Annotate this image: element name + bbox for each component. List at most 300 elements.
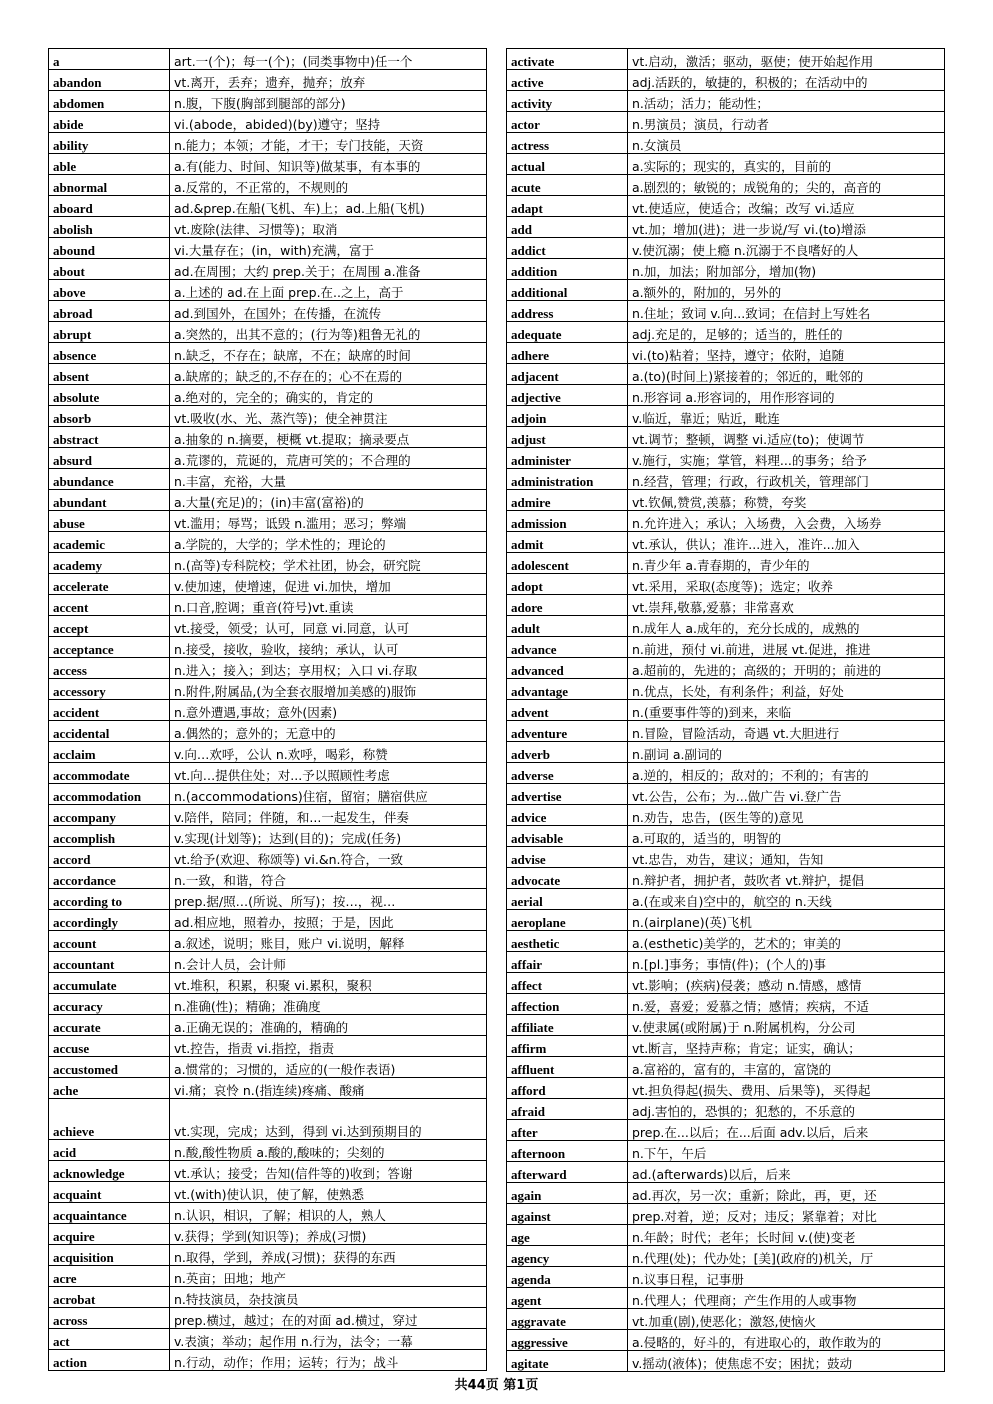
vocab-definition: vt.承认，供认；准许...进入，准许...加入 [628,532,945,553]
vocab-word: after [507,1120,628,1141]
vocab-word: accident [49,700,170,721]
vocab-definition: a.额外的，附加的，另外的 [628,280,945,301]
vocab-row [49,868,487,889]
vocab-definition: ad.再次，另一次；重新；除此，再，更，还 [628,1183,945,1204]
vocab-row [49,553,487,574]
vocab-word: achieve [49,1099,170,1140]
vocab-row [49,175,487,196]
vocab-word: accidental [49,721,170,742]
vocab-word: aerial [507,889,628,910]
vocab-word: afternoon [507,1141,628,1162]
vocab-word: adjust [507,427,628,448]
vocab-row [49,1329,487,1350]
vocab-row [507,952,945,973]
vocab-row [49,931,487,952]
vocab-definition: a.抽象的 n.摘要，梗概 vt.提取；摘录要点 [170,427,487,448]
vocab-definition: a.缺席的；缺乏的,不存在的；心不在焉的 [170,364,487,385]
vocab-definition: a.侵略的，好斗的，有进取心的，敢作敢为的 [628,1330,945,1351]
vocab-definition: n.能力；本领；才能，才干；专门技能，天资 [170,133,487,154]
vocab-word: accurate [49,1015,170,1036]
vocab-definition: n.特技演员，杂技演员 [170,1287,487,1308]
vocab-definition: n.附件,附属品,(为全套衣服增加美感的)服饰 [170,679,487,700]
vocab-row [507,1204,945,1225]
vocab-word: addition [507,259,628,280]
vocab-word: advertise [507,784,628,805]
vocab-definition: v.表演；举动；起作用 n.行为，法令；一幕 [170,1329,487,1350]
vocab-word: absolute [49,385,170,406]
vocab-word: above [49,280,170,301]
vocab-row [49,532,487,553]
vocab-definition: vt.承认；接受；告知(信件等的)收到；答谢 [170,1161,487,1182]
vocab-definition: n.(accommodations)住宿，留宿；膳宿供应 [170,784,487,805]
vocab-definition: art.一(个)；每一(个)；(同类事物中)任一个 [170,49,487,70]
vocab-word: affection [507,994,628,1015]
vocab-row [49,1078,487,1099]
vocab-row [507,1309,945,1330]
vocab-row [49,511,487,532]
vocab-definition: a.正确无误的；准确的，精确的 [170,1015,487,1036]
vocab-row [49,406,487,427]
vocab-definition: vt.接受，领受；认可，同意 vi.同意，认可 [170,616,487,637]
vocab-definition: prep.横过，越过；在的对面 ad.横过，穿过 [170,1308,487,1329]
vocab-word: account [49,931,170,952]
vocab-word: adopt [507,574,628,595]
vocab-row [49,1140,487,1161]
vocab-row [49,280,487,301]
vocab-word: abound [49,238,170,259]
vocab-definition: n.女演员 [628,133,945,154]
vocab-word: aggravate [507,1309,628,1330]
vocab-definition: n.一致，和谐，符合 [170,868,487,889]
vocab-definition: n.代理人；代理商；产生作用的人或事物 [628,1288,945,1309]
vocab-row [49,1099,487,1140]
vocab-definition: n.认识，相识，了解；相识的人，熟人 [170,1203,487,1224]
vocab-row [507,679,945,700]
vocab-row [507,1288,945,1309]
vocab-definition: n.下午，午后 [628,1141,945,1162]
vocab-definition: n.副词 a.副词的 [628,742,945,763]
vocab-row [49,1015,487,1036]
vocab-row [507,154,945,175]
vocab-row [49,742,487,763]
vocab-word: absorb [49,406,170,427]
vocab-row [49,133,487,154]
vocab-word: again [507,1183,628,1204]
vocab-row [49,322,487,343]
vocab-word: acquisition [49,1245,170,1266]
vocab-definition: vt.滥用；辱骂；诋毁 n.滥用；恶习；弊端 [170,511,487,532]
vocab-word: accept [49,616,170,637]
vocab-word: acquaintance [49,1203,170,1224]
vocab-definition: a.反常的，不正常的，不规则的 [170,175,487,196]
vocab-definition: a.可取的，适当的，明智的 [628,826,945,847]
vocab-word: aboard [49,196,170,217]
vocab-definition: vt.离开，丢弃；遗弃，抛弃；放弃 [170,70,487,91]
vocab-row [507,406,945,427]
vocab-definition: a.学院的，大学的；学术性的；理论的 [170,532,487,553]
vocab-word: abrupt [49,322,170,343]
vocab-word: accelerate [49,574,170,595]
vocab-row [507,1036,945,1057]
vocab-row [507,322,945,343]
vocab-definition: v.临近，靠近；贴近，毗连 [628,406,945,427]
vocab-row [49,616,487,637]
vocab-word: acute [507,175,628,196]
vocab-definition: prep.对着，逆；反对；违反；紧靠着；对比 [628,1204,945,1225]
vocab-row [507,1162,945,1183]
vocab-row [49,784,487,805]
vocab-definition: a.上述的 ad.在上面 prep.在..之上，高于 [170,280,487,301]
vocab-row [49,1057,487,1078]
vocab-word: abandon [49,70,170,91]
vocab-word: about [49,259,170,280]
vocab-row [49,1350,487,1371]
vocab-definition: n.缺乏，不存在；缺席，不在；缺席的时间 [170,343,487,364]
vocab-definition: v.实现(计划等)；达到(目的)；完成(任务) [170,826,487,847]
vocab-row [49,385,487,406]
vocab-definition: a.富裕的，富有的，丰富的，富饶的 [628,1057,945,1078]
vocab-definition: a.有(能力、时间、知识等)做某事，有本事的 [170,154,487,175]
vocab-row [507,385,945,406]
vocab-definition: v.获得；学到(知识等)；养成(习惯) [170,1224,487,1245]
vocab-definition: a.偶然的；意外的；无意中的 [170,721,487,742]
vocab-row [49,469,487,490]
vocab-row [49,826,487,847]
vocab-definition: ad.(afterwards)以后，后来 [628,1162,945,1183]
vocab-word: additional [507,280,628,301]
vocab-definition: prep.在...以后；在...后面 adv.以后，后来 [628,1120,945,1141]
vocab-word: accountant [49,952,170,973]
vocab-definition: vt.实现，完成；达到，得到 vi.达到预期目的 [170,1099,487,1140]
vocab-definition: n.取得，学到，养成(习惯)；获得的东西 [170,1245,487,1266]
vocab-word: adverb [507,742,628,763]
vocab-definition: vi.大量存在；(in，with)充满，富于 [170,238,487,259]
vocab-word: accuracy [49,994,170,1015]
vocab-definition: vt.吸收(水、光、蒸汽等)；使全神贯注 [170,406,487,427]
vocab-definition: vt.加；增加(进)；进一步说/写 vi.(to)增添 [628,217,945,238]
vocab-row [507,847,945,868]
vocab-word: abide [49,112,170,133]
vocab-word: accustomed [49,1057,170,1078]
vocab-word: accomplish [49,826,170,847]
vocab-definition: vt.忠告，劝告，建议；通知，告知 [628,847,945,868]
vocab-row [507,301,945,322]
vocab-word: agent [507,1288,628,1309]
vocab-word: acid [49,1140,170,1161]
vocab-row [507,112,945,133]
vocab-table-left [48,48,487,1371]
vocab-word: age [507,1225,628,1246]
vocab-row [507,973,945,994]
vocab-definition: adj.充足的，足够的；适当的，胜任的 [628,322,945,343]
vocab-definition: vt.(with)使认识，使了解，使熟悉 [170,1182,487,1203]
vocab-word: abolish [49,217,170,238]
vocab-row [507,1078,945,1099]
vocab-word: accord [49,847,170,868]
vocab-word: agitate [507,1351,628,1372]
vocab-definition: ad.&prep.在船(飞机、车)上；ad.上船(飞机) [170,196,487,217]
vocab-definition: vt.废除(法律、习惯等)；取消 [170,217,487,238]
vocab-definition: n.优点，长处，有利条件；利益，好处 [628,679,945,700]
vocab-row [507,637,945,658]
vocab-row [507,784,945,805]
vocab-word: accessory [49,679,170,700]
vocab-row [49,112,487,133]
vocab-word: affair [507,952,628,973]
vocab-row [507,1225,945,1246]
vocab-word: a [49,49,170,70]
vocab-word: admission [507,511,628,532]
vocab-row [49,973,487,994]
vocab-definition: n.进入；接入；到达；享用权；入口 vi.存取 [170,658,487,679]
vocab-definition: n.劝告，忠告，(医生等的)意见 [628,805,945,826]
vocab-row [49,154,487,175]
vocab-definition: vt.影响；(疾病)侵袭；感动 n.情感，感情 [628,973,945,994]
vocab-definition: n.丰富，充裕，大量 [170,469,487,490]
vocab-row [507,448,945,469]
vocab-row [49,847,487,868]
vocab-definition: n.青少年 a.青春期的，青少年的 [628,553,945,574]
vocab-word: aggressive [507,1330,628,1351]
vocab-word: acrobat [49,1287,170,1308]
vocab-row [49,1266,487,1287]
vocab-row [507,532,945,553]
vocab-row [507,196,945,217]
vocab-row [507,1330,945,1351]
vocab-word: afterward [507,1162,628,1183]
vocab-definition: a.(esthetic)美学的，艺术的；审美的 [628,931,945,952]
vocab-definition: vt.堆积，积累，积聚 vi.累积，聚积 [170,973,487,994]
vocab-row [507,133,945,154]
vocab-word: advantage [507,679,628,700]
vocab-definition: n.加，加法；附加部分，增加(物) [628,259,945,280]
vocab-definition: n.前进，预付 vi.前进，进展 vt.促进，推进 [628,637,945,658]
vocab-row [49,217,487,238]
vocab-row [49,889,487,910]
vocab-word: address [507,301,628,322]
vocab-definition: a.(to)(时间上)紧接着的；邻近的，毗邻的 [628,364,945,385]
vocab-word: actor [507,112,628,133]
vocab-word: adapt [507,196,628,217]
vocab-definition: vt.崇拜,敬慕,爱慕；非常喜欢 [628,595,945,616]
vocab-definition: ad.到国外，在国外；在传播，在流传 [170,301,487,322]
vocab-definition: vt.担负得起(损失、费用、后果等)，买得起 [628,1078,945,1099]
vocab-definition: n.(高等)专科院校；学术社团，协会，研究院 [170,553,487,574]
vocab-word: acceptance [49,637,170,658]
vocab-word: across [49,1308,170,1329]
vocab-row [507,805,945,826]
vocab-definition: n.行动，动作；作用；运转；行为；战斗 [170,1350,487,1371]
vocab-row [507,175,945,196]
vocab-word: actress [507,133,628,154]
vocab-definition: n.年龄；时代；老年；长时间 v.(使)变老 [628,1225,945,1246]
vocab-row [507,574,945,595]
vocab-word: accent [49,595,170,616]
vocab-definition: n.冒险，冒险活动，奇遇 vt.大胆进行 [628,721,945,742]
vocab-row [49,805,487,826]
vocab-word: administer [507,448,628,469]
vocab-word: adverse [507,763,628,784]
vocab-row [507,1183,945,1204]
vocab-row [49,658,487,679]
vocab-row [507,553,945,574]
vocab-row [507,700,945,721]
vocab-word: abnormal [49,175,170,196]
vocab-row [49,574,487,595]
vocab-row [49,1224,487,1245]
vocab-row [507,1267,945,1288]
page-footer: 共44页 第1页 [454,1378,539,1393]
vocab-word: admire [507,490,628,511]
vocab-row [49,1308,487,1329]
vocab-row [507,49,945,70]
vocab-row [507,364,945,385]
vocab-word: activity [507,91,628,112]
vocab-word: active [507,70,628,91]
vocab-row [507,889,945,910]
vocab-word: acre [49,1266,170,1287]
vocab-definition: n.(airplane)(英)飞机 [628,910,945,931]
vocab-word: acquaint [49,1182,170,1203]
vocab-row [49,70,487,91]
vocab-row [507,931,945,952]
vocab-row [49,679,487,700]
vocab-word: accordingly [49,910,170,931]
vocab-row [507,469,945,490]
vocab-table-right [506,48,945,1372]
vocab-definition: ad.相应地，照着办，按照；于是，因此 [170,910,487,931]
vocab-word: absent [49,364,170,385]
vocab-word: aesthetic [507,931,628,952]
vocab-definition: a.荒谬的，荒诞的，荒唐可笑的；不合理的 [170,448,487,469]
vocab-definition: a.叙述，说明；账目，账户 vi.说明，解释 [170,931,487,952]
vocab-row [507,994,945,1015]
vocab-definition: n.腹，下腹(胸部到腿部的部分) [170,91,487,112]
vocab-word: adequate [507,322,628,343]
vocab-definition: a.(在或来自)空中的，航空的 n.天线 [628,889,945,910]
vocab-definition: ad.在周围；大约 prep.关于；在周围 a.准备 [170,259,487,280]
vocab-word: advisable [507,826,628,847]
vocab-word: advise [507,847,628,868]
vocab-word: actual [507,154,628,175]
vocab-row [507,238,945,259]
vocab-definition: n.会计人员，会计师 [170,952,487,973]
vocab-word: adhere [507,343,628,364]
vocab-row [49,49,487,70]
vocab-row [49,427,487,448]
vocab-word: addict [507,238,628,259]
vocab-row [507,427,945,448]
vocab-row [49,196,487,217]
vocab-definition: v.使加速，使增速，促进 vi.加快，增加 [170,574,487,595]
vocab-row [49,490,487,511]
vocab-word: access [49,658,170,679]
vocab-definition: vt.采用，采取(态度等)；选定；收养 [628,574,945,595]
vocab-definition: a.惯常的；习惯的，适应的(一般作表语) [170,1057,487,1078]
vocab-word: activate [507,49,628,70]
vocab-row [507,490,945,511]
vocab-word: advent [507,700,628,721]
vocab-definition: n.英亩；田地；地产 [170,1266,487,1287]
vocab-row [507,763,945,784]
vocab-word: administration [507,469,628,490]
vocab-row [507,1246,945,1267]
vocab-definition: a.超前的，先进的；高级的；开明的；前进的 [628,658,945,679]
vocab-definition: n.接受，接收，验收，接纳；承认，认可 [170,637,487,658]
vocab-word: acclaim [49,742,170,763]
vocab-row [507,721,945,742]
vocab-row [49,1245,487,1266]
vocab-definition: adj.活跃的，敏捷的，积极的；在活动中的 [628,70,945,91]
vocab-word: affect [507,973,628,994]
vocab-row [507,511,945,532]
vocab-word: adjective [507,385,628,406]
vocab-definition: vt.钦佩,赞赏,羡慕；称赞，夸奖 [628,490,945,511]
vocab-definition: a.绝对的，完全的；确实的，肯定的 [170,385,487,406]
vocab-row [49,595,487,616]
vocab-definition: n.议事日程，记事册 [628,1267,945,1288]
vocab-row [49,637,487,658]
vocab-row [49,1203,487,1224]
vocab-row [49,1287,487,1308]
vocab-definition: v.使隶属(或附属)于 n.附属机构，分公司 [628,1015,945,1036]
vocab-word: afraid [507,1099,628,1120]
vocab-definition: vt.加重(剧),使恶化；激怒,使恼火 [628,1309,945,1330]
vocab-word: advocate [507,868,628,889]
vocab-word: advance [507,637,628,658]
vocab-row [49,364,487,385]
vocab-definition: v.向…欢呼，公认 n.欢呼，喝彩，称赞 [170,742,487,763]
vocab-word: accommodate [49,763,170,784]
vocab-row [49,910,487,931]
vocab-word: adolescent [507,553,628,574]
vocab-word: ability [49,133,170,154]
vocab-definition: n.代理(处)；代办处；[美](政府的)机关，厅 [628,1246,945,1267]
vocab-word: according to [49,889,170,910]
vocab-definition: v.摇动(液体)；使焦虑不安；困扰；鼓动 [628,1351,945,1372]
vocab-word: abdomen [49,91,170,112]
vocab-word: abundance [49,469,170,490]
vocab-word: act [49,1329,170,1350]
vocab-definition: a.剧烈的；敏锐的；成锐角的；尖的，高音的 [628,175,945,196]
vocab-row [507,742,945,763]
vocab-row [507,217,945,238]
vocab-definition: vt.断言，坚持声称；肯定；证实，确认； [628,1036,945,1057]
vocab-word: accommodation [49,784,170,805]
vocab-word: abuse [49,511,170,532]
vocab-definition: n.意外遭遇,事故；意外(因素) [170,700,487,721]
vocab-row [507,343,945,364]
vocab-definition: n.活动；活力；能动性； [628,91,945,112]
vocab-row [507,1057,945,1078]
vocab-row [49,763,487,784]
vocab-definition: vt.给予(欢迎、称颂等) vi.&n.符合，一致 [170,847,487,868]
vocab-word: abroad [49,301,170,322]
vocab-word: adult [507,616,628,637]
vocab-definition: vt.启动，激活；驱动，驱使；使开始起作用 [628,49,945,70]
vocab-word: absence [49,343,170,364]
vocab-word: against [507,1204,628,1225]
vocab-word: accuse [49,1036,170,1057]
vocab-word: aeroplane [507,910,628,931]
vocab-word: agency [507,1246,628,1267]
vocab-word: abstract [49,427,170,448]
vocab-word: advanced [507,658,628,679]
vocab-word: accumulate [49,973,170,994]
vocab-word: adjoin [507,406,628,427]
vocab-row [49,994,487,1015]
vocab-definition: vt.控告，指责 vi.指控，指责 [170,1036,487,1057]
